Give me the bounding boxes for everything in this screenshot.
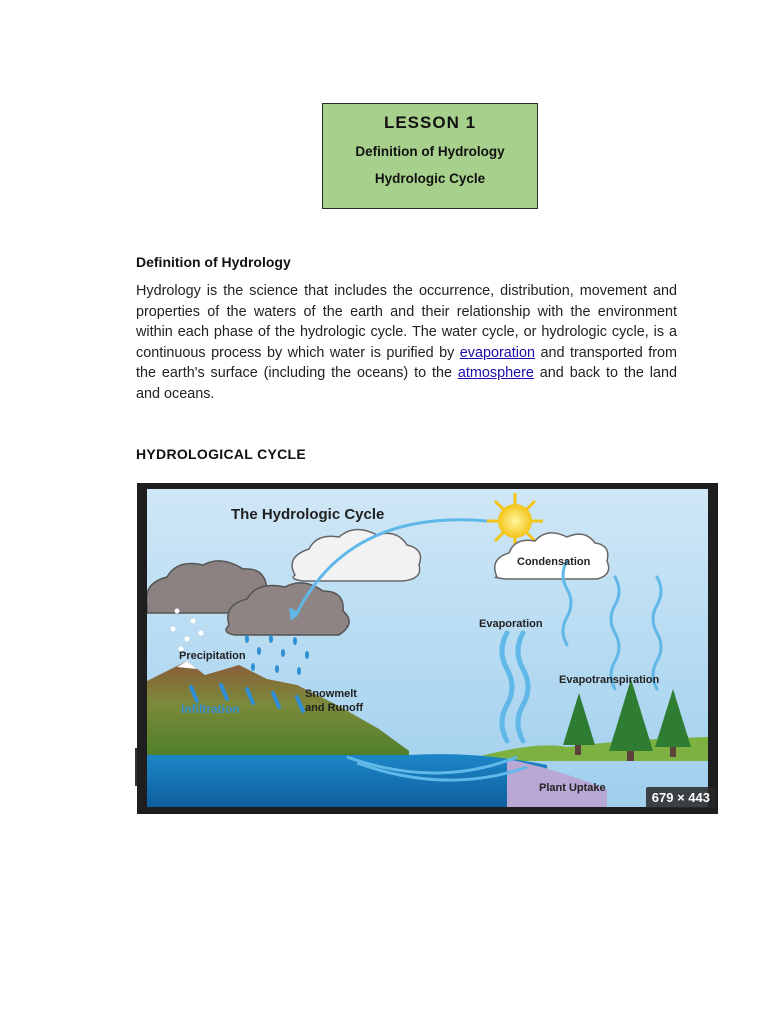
definition-text-3: and back to the land and oceans.	[136, 365, 677, 402]
hydrological-cycle-heading: HYDROLOGICAL CYCLE	[136, 446, 307, 462]
lesson-subtitle-definition: Definition of Hydrology	[355, 144, 505, 159]
ocean	[147, 754, 547, 807]
evapotranspiration-label: Evapotranspiration	[559, 674, 660, 686]
hydrologic-cycle-diagram	[147, 489, 708, 807]
definition-paragraph	[136, 281, 677, 405]
evaporation-link[interactable]: evaporation	[459, 344, 535, 361]
image-dimensions-badge: 679 × 443	[646, 787, 716, 808]
lesson-header-box	[322, 103, 538, 209]
infiltration-label: Infiltration	[181, 702, 240, 716]
runoff-label: and Runoff	[305, 702, 364, 714]
condensation-label: Condensation	[517, 556, 591, 568]
lesson-subtitle-cycle: Hydrologic Cycle	[374, 171, 486, 186]
plant-uptake-label: Plant Uptake	[539, 782, 606, 794]
definition-text-1: Hydrology is the science that includes the occurrence, distribution, movement and properties of the waters of the earth and their relationship with the environment within each phase of the hydrologic cycle. The water cycle, or hydrologic cycle, is a continuous process by which water is purified by	[136, 283, 677, 361]
hydrologic-cycle-figure[interactable]	[137, 483, 718, 814]
definition-heading: Definition of Hydrology	[136, 254, 291, 270]
diagram-title: The Hydrologic Cycle	[231, 506, 385, 523]
precipitation-label: Precipitation	[179, 650, 246, 662]
definition-text-2: and transported from the earth's surface (including the oceans) to the	[136, 344, 677, 382]
atmosphere-link[interactable]: atmosphere	[457, 365, 534, 382]
evaporation-label: Evaporation	[479, 618, 543, 630]
lesson-title: LESSON 1	[383, 113, 477, 132]
snowmelt-label: Snowmelt	[305, 688, 357, 700]
